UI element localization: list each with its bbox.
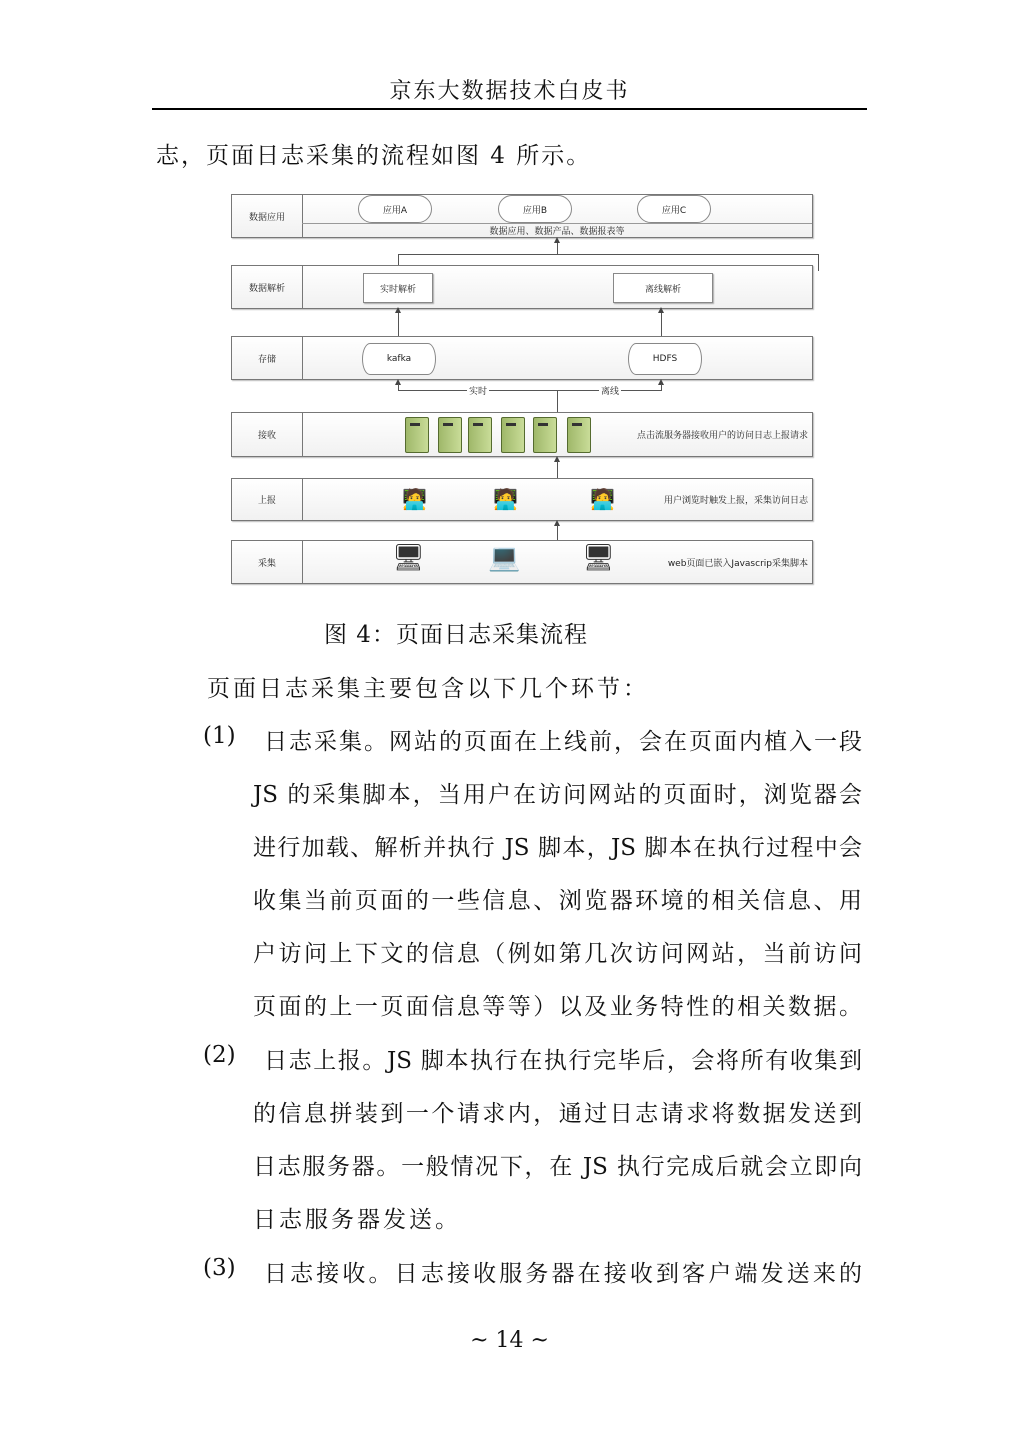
- row-receive: [231, 412, 813, 457]
- header-rule: [152, 108, 867, 110]
- row-label: 数据解析: [232, 266, 303, 308]
- text-line: 收集当前页面的一些信息、浏览器环境的相关信息、用: [253, 888, 862, 914]
- row-label: 采集: [232, 541, 303, 583]
- row-label: 上报: [232, 479, 303, 520]
- row-collect: [231, 540, 813, 584]
- row-data-application: [231, 194, 813, 238]
- laptop-icon: 💻: [488, 543, 521, 573]
- text-line: 日志服务器发送。: [253, 1207, 461, 1233]
- running-header: 京东大数据技术白皮书: [389, 79, 630, 104]
- desktop-icon: 🖥: [392, 543, 426, 573]
- server-icon: [468, 417, 492, 453]
- text-line: 页面的上一页面信息等等）以及业务特性的相关数据。: [253, 994, 862, 1020]
- item-number: (2): [203, 1042, 236, 1068]
- app-b: 应用B: [498, 195, 572, 223]
- text-line: 日志上报。JS 脚本执行在执行完毕后，会将所有收集到: [264, 1048, 862, 1074]
- server-icon: [501, 417, 525, 453]
- text-line: 的信息拼装到一个请求内，通过日志请求将数据发送到: [253, 1101, 862, 1127]
- server-icon: [438, 417, 462, 453]
- text-line: 日志服务器。一般情况下，在 JS 执行完成后就会立即向: [253, 1154, 862, 1180]
- text-line: JS 的采集脚本，当用户在访问网站的页面时，浏览器会: [253, 782, 862, 808]
- server-icon: [533, 417, 557, 453]
- row-report: [231, 478, 813, 521]
- apps-caption: 数据应用、数据产品、数据报表等: [489, 227, 625, 237]
- text-line: 日志采集。网站的页面在上线前，会在页面内植入一段: [264, 729, 862, 755]
- item-number: (1): [203, 723, 236, 749]
- server-icon: [567, 417, 591, 453]
- offline-parse-box: 离线解析: [613, 273, 713, 303]
- log-collection-diagram: [231, 194, 813, 586]
- user-workstation-icon: 🧑‍💻: [493, 487, 518, 511]
- row-label: 数据应用: [232, 195, 303, 237]
- row-label: 接收: [232, 413, 303, 456]
- row-storage: [231, 336, 813, 380]
- report-note: 用户浏览时触发上报，采集访问日志: [663, 496, 808, 506]
- page-number: ~ 14 ~: [470, 1328, 549, 1353]
- user-workstation-icon: 🧑‍💻: [590, 487, 615, 511]
- realtime-parse-box: 实时解析: [363, 273, 433, 303]
- figure-caption: 图 4：页面日志采集流程: [324, 622, 588, 648]
- receive-note: 点击流服务器接收用户的访问日志上报请求: [636, 431, 808, 441]
- collect-note: web页面已嵌入Javascrip采集脚本: [667, 558, 808, 569]
- item-number: (3): [203, 1255, 236, 1281]
- realtime-label: 实时: [467, 384, 489, 397]
- intro-line: 志，页面日志采集的流程如图 4 所示。: [156, 143, 592, 169]
- text-line: 日志接收。日志接收服务器在接收到客户端发送来的: [264, 1261, 862, 1287]
- lead-paragraph: 页面日志采集主要包含以下几个环节：: [207, 676, 649, 702]
- kafka-store: kafka: [362, 343, 436, 375]
- text-line: 户访问上下文的信息（例如第几次访问网站，当前访问: [253, 941, 862, 967]
- user-workstation-icon: 🧑‍💻: [402, 487, 427, 511]
- app-c: 应用C: [637, 195, 711, 223]
- offline-label: 离线: [599, 384, 621, 397]
- row-label: 存储: [232, 337, 303, 379]
- hdfs-store: HDFS: [628, 343, 702, 375]
- server-icon: [405, 417, 429, 453]
- monitor-icon: 🖥: [582, 543, 616, 573]
- text-line: 进行加载、解析并执行 JS 脚本，JS 脚本在执行过程中会: [253, 835, 862, 861]
- row-data-parsing: [231, 265, 813, 309]
- app-a: 应用A: [358, 195, 432, 223]
